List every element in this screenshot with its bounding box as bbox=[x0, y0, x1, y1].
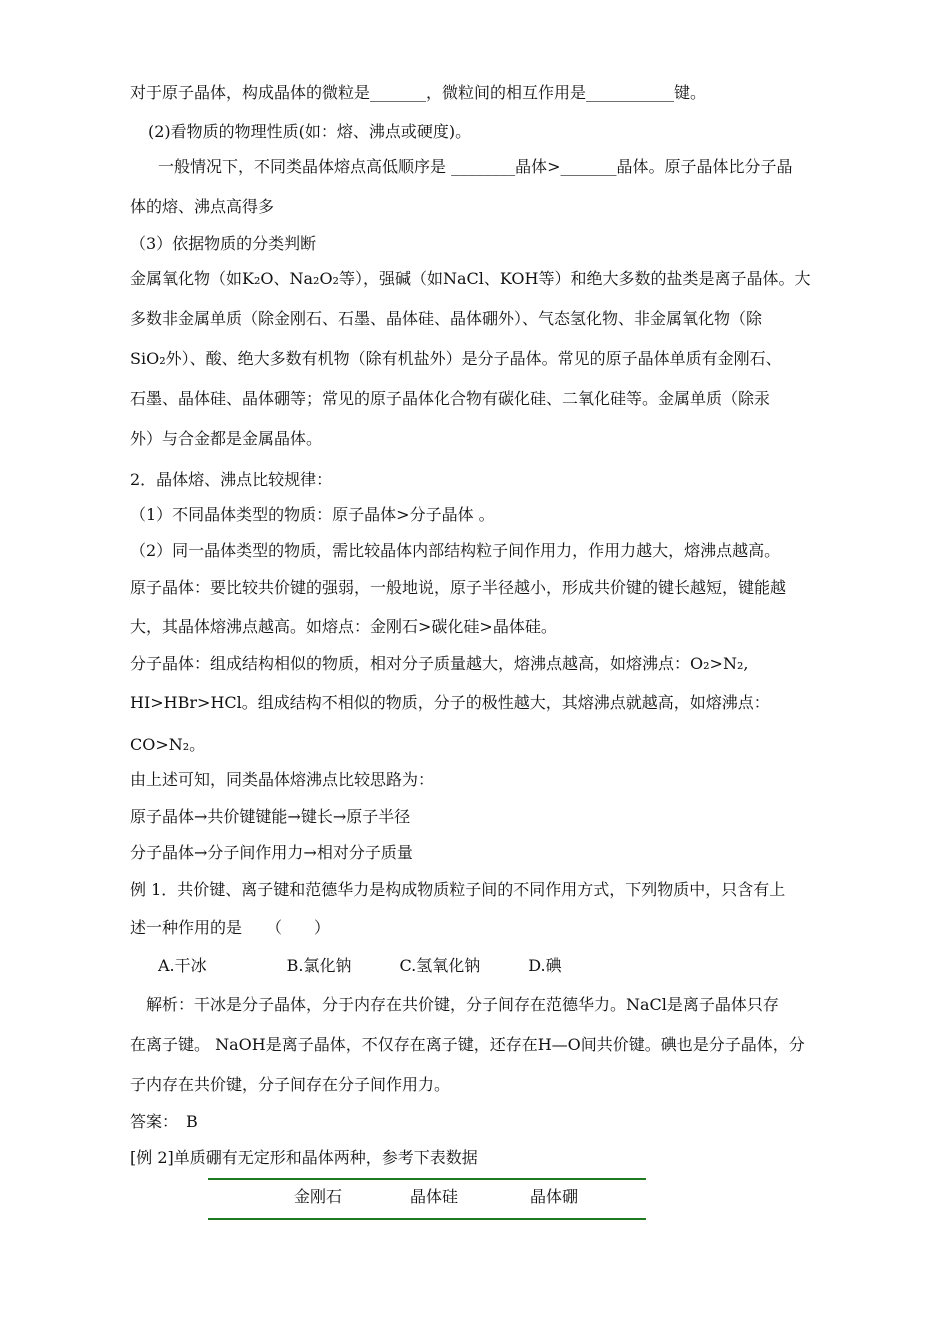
table-header-rule bbox=[208, 1218, 646, 1220]
text-line: 对于原子晶体，构成晶体的微粒是_______，微粒间的相互作用是___________键。 bbox=[130, 83, 707, 102]
text-line: （3）依据物质的分类判断 bbox=[130, 234, 317, 253]
text-line: （2）同一晶体类型的物质，需比较晶体内部结构粒子间作用力，作用力越大，熔沸点越高。 bbox=[130, 541, 781, 560]
table-header-cell: 晶体硼 bbox=[530, 1187, 579, 1206]
answer-options: A.干冰 B.氯化钠 C.氢氧化钠 D.碘 bbox=[158, 956, 562, 975]
text-line: 述一种作用的是 （ ） bbox=[130, 918, 331, 937]
text-line: 金属氧化物（如K₂O、Na₂O₂等），强碱（如NaCl、KOH等）和绝大多数的盐类是离子晶体。大 bbox=[130, 269, 811, 288]
text-line: 在离子键。 NaOH是离子晶体，不仅存在离子键，还存在H—O间共价键。碘也是分子晶体，分 bbox=[130, 1035, 805, 1054]
text-line: CO>N₂。 bbox=[130, 735, 206, 754]
text-line: 解析：干冰是分子晶体，分于内存在共价键，分子间存在范德华力。NaCl是离子晶体只存 bbox=[146, 995, 779, 1014]
text-line: 分子晶体→分子间作用力→相对分子质量 bbox=[130, 843, 413, 862]
text-line: 2．晶体熔、沸点比较规律： bbox=[130, 470, 333, 489]
text-line: (2)看物质的物理性质(如：熔、沸点或硬度)。 bbox=[148, 122, 472, 141]
text-line: 分子晶体：组成结构相似的物质，相对分子质量越大，熔沸点越高，如熔沸点：O₂>N₂, bbox=[130, 654, 749, 673]
text-line: （1）不同晶体类型的物质：原子晶体>分子晶体 。 bbox=[130, 505, 495, 524]
text-line: 例 1．共价键、离子键和范德华力是构成物质粒子间的不同作用方式，下列物质中，只含有上 bbox=[130, 880, 786, 899]
text-line: 由上述可知，同类晶体熔沸点比较思路为： bbox=[130, 770, 435, 789]
text-line: 原子晶体：要比较共价键的强弱，一般地说，原子半径越小，形成共价键的键长越短，键能越 bbox=[130, 578, 787, 597]
text-line: 一般情况下，不同类晶体熔点高低顺序是 ________晶体>_______晶体。原子晶体比分子晶 bbox=[158, 157, 793, 176]
text-line: SiO₂外）、酸、绝大多数有机物（除有机盐外）是分子晶体。常见的原子晶体单质有金刚石、 bbox=[130, 349, 782, 368]
table-header-cell: 金刚石 bbox=[294, 1187, 343, 1206]
text-line: 石墨、晶体硅、晶体硼等；常见的原子晶体化合物有碳化硅、二氧化硅等。金属单质（除汞 bbox=[130, 389, 771, 408]
text-line: HI>HBr>HCl。组成结构不相似的物质，分子的极性越大，其熔沸点就越高，如熔沸点： bbox=[130, 693, 770, 712]
text-line: 子内存在共价键，分子间存在分子间作用力。 bbox=[130, 1075, 451, 1094]
table-top-rule bbox=[208, 1178, 646, 1180]
text-line: 体的熔、沸点高得多 bbox=[130, 197, 275, 216]
text-line: 大，其晶体熔沸点越高。如熔点：金刚石>碳化硅>晶体硅。 bbox=[130, 617, 557, 636]
text-line: 多数非金属单质（除金刚石、石墨、晶体硅、晶体硼外）、气态氢化物、非金属氧化物（除 bbox=[130, 309, 763, 328]
data-table bbox=[208, 1178, 646, 1224]
table-header-cell: 晶体硅 bbox=[410, 1187, 459, 1206]
text-line: [例 2]单质硼有无定形和晶体两种，参考下表数据 bbox=[130, 1148, 478, 1167]
text-line: 外）与合金都是金属晶体。 bbox=[130, 429, 323, 448]
text-line: 原子晶体→共价键键能→键长→原子半径 bbox=[130, 807, 411, 826]
answer-line: 答案： B bbox=[130, 1112, 198, 1131]
